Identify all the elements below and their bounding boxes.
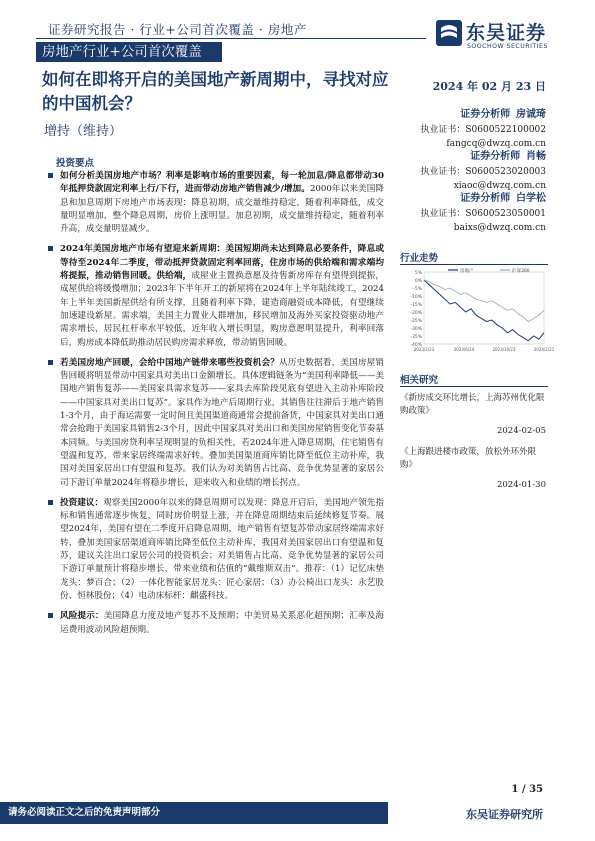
y-tick-label: -15% <box>410 303 422 308</box>
analyst-name: 肖畅 <box>526 151 546 162</box>
y-tick-label: -40% <box>410 343 422 348</box>
analyst-name: 房诚琦 <box>516 109 546 120</box>
x-tick-label: 2023/10/23 <box>492 347 516 352</box>
analyst-cert: 执业证书：S0600523050001 <box>420 208 546 219</box>
related-item-title[interactable]: 《上海跟进楼市政策，放松外环外限购》 <box>400 447 537 470</box>
paragraph-lead: 若美国房地产回暖，会给中国地产链带来哪些投资机会？ <box>60 357 280 368</box>
paragraph <box>48 610 384 637</box>
report-date: 2024 年 02 月 23 日 <box>432 80 546 93</box>
disclaimer-bar: 请务必阅读正文之后的免责声明部分 <box>0 802 388 824</box>
report-title: 如何在即将开启的美国地产新周期中，寻找对应的中国机会？ <box>42 70 389 113</box>
related-item-title[interactable]: 《新房成交环比增长，上海苏州优化限购政策》 <box>400 393 545 416</box>
analyst-cert: 执业证书：S0600522100002 <box>420 124 546 135</box>
plot-frame <box>424 272 544 344</box>
y-tick-label: -20% <box>410 311 422 316</box>
paragraph-lead: 风险提示： <box>60 611 104 622</box>
x-tick-label: 2023/6/24 <box>453 347 475 352</box>
institute-name: 东吴证券研究所 <box>466 808 543 821</box>
related-item-date: 2024-02-05 <box>496 426 546 436</box>
investment-paragraphs <box>48 170 384 637</box>
trend-rule <box>400 264 548 265</box>
breadcrumb: 证券研究报告 · 行业+公司首次覆盖 · 房地产 <box>48 22 307 37</box>
paragraph-text: 观察美国2000年以来的降息周期可以发现：降息开启后，美国地产领先指标和销售通常逐步恢复，同时房价明显上涨，并在降息周期结束后延续修复节奏。展望2024年，美国有望在二季度开启降息周期，地产销售有望复苏带动家居终端需求好转，叠加美国家居渠道商库销比降至低位主动补库，我国对美国家居出口有望温和复苏，建议关注出口家居公司的投资机会；对美销售占比高、竞争优势显著的家居公司下游订单量预计将稳步增长，带来业绩和估值的“戴维斯双击”。推荐：（1）记忆床垫龙头：梦百合；（2）一体化智能家居龙头：匠心家居；（3）办公椅出口龙头：永艺股份、恒林股份；（4）电动床标杆：麒盛科技。 <box>60 497 384 601</box>
series-line <box>424 280 544 341</box>
series-line <box>424 280 544 322</box>
soochow-logo-icon <box>436 20 462 46</box>
analyst-role: 证券分析师 <box>470 151 521 162</box>
analyst-email[interactable]: fangcq@dwzq.com.cn <box>446 139 546 149</box>
paragraph-lead: 2024年美国房地产市场有望迎来新周期：美国短期尚未达到降息必要条件，降息或等待至2024年二季度，带动抵押贷款固定利率回落，住房市场的供给端和需求端均将提振，推动销售回暖。供给端， <box>60 244 384 282</box>
paragraph-text: 成屋业主置换意愿及待售新房库存有望得到提振，成屋供给将缓慢增加；2023年下半年开工的新屋将在2024年上半年陆续竣工，2024年上半年美国新屋供给有所支撑，且随着利率下降，建造商融资成本降低，有望继续加速建设新屋。需求端，美国主力置业人群增加，移民增加及海外买家投资驱动地产需求增长，居民杠杆率水平较低，近年收入增长明显，购房意愿明显提升，利率回落后，购房成本降低助推动居民购房需求释放，带动销售回暖。 <box>60 271 384 348</box>
x-tick-label: 2023/2/23 <box>413 347 435 352</box>
section-trend: 行业走势 <box>400 253 439 264</box>
y-tick-label: -10% <box>410 295 422 300</box>
y-tick-label: 5% <box>414 271 422 276</box>
related-rule <box>400 386 548 387</box>
paragraph-text: 美国降息力度及地产复苏不及预期；中美贸易关系恶化超预期；汇率及海运费用波动风险超预期。 <box>60 611 384 635</box>
analyst-email[interactable]: xiaoc@dwzq.com.cn <box>453 181 546 191</box>
bullet-icon <box>48 246 53 251</box>
legend-label: 沪深300 <box>512 269 530 274</box>
section-investment-points: 投资要点 <box>56 158 95 169</box>
analyst-cert: 执业证书：S0600523020003 <box>420 166 546 177</box>
paragraph-lead: 如何分析美国房地产市场？利率是影响市场的重要因素，每一轮加息/降息都带动30年抵押贷款固定利率上行/下行，进而带动房地产销售减少/增加。 <box>60 171 384 195</box>
analyst-role: 证券分析师 <box>460 193 511 204</box>
x-tick-label: 2024/2/21 <box>533 347 555 352</box>
bullet-icon <box>48 613 53 618</box>
y-tick-label: -35% <box>410 335 422 340</box>
paragraph <box>48 243 384 349</box>
section-related: 相关研究 <box>400 375 439 386</box>
analyst-role: 证券分析师 <box>460 109 511 120</box>
paragraph <box>48 357 384 490</box>
y-tick-label: 0% <box>414 279 422 284</box>
coverage-banner: 房地产行业+公司首次覆盖 <box>36 42 222 62</box>
trend-chart <box>398 266 555 356</box>
bullet-icon <box>48 500 53 505</box>
y-tick-label: -30% <box>410 327 422 332</box>
logo-text-cn: 东吴证券 <box>466 22 547 44</box>
analyst-name: 白学松 <box>516 193 546 204</box>
bullet-icon <box>48 173 53 178</box>
paragraph <box>48 497 384 603</box>
analyst-card <box>386 108 546 152</box>
logo-text-en: SOOCHOW SECURITIES <box>467 43 548 50</box>
y-tick-label: -25% <box>410 319 422 324</box>
analyst-card <box>386 192 546 236</box>
paragraph <box>48 170 384 236</box>
related-item-date: 2024-01-30 <box>496 480 546 490</box>
y-tick-label: -5% <box>413 287 422 292</box>
brand-logo <box>436 18 556 58</box>
paragraph-text: 从历史数据看，美国房屋销售回暖将明显带动中国家具对美出口金额增长。具体逻辑链条为“美国利率降低——美国地产销售复苏——美国家具需求复苏——家具去库阶段见底有望进入主动补库阶段——中国家具对美出口复苏”。家具作为地产后周期行业，其销售往往滞后于地产销售1-3个月，由于海运需要一定时间且美国渠道商通常会提前备货，中国家具对美出口通常会抢跑于美国家具销售2-3个月，因此中国家具对美出口和美国房屋销售变化节奏基本同频。与美国房贷利率呈现明显的负相关性，若2024年进入降息周期，住宅销售有望温和复苏，带来家居终端需求好转。叠加美国渠道商库销比降至低位主动补库，我国对美国家居出口有望温和复苏。我们认为对美销售占比高、竞争优势显著的家居公司下游订单量2024年将稳步增长，迎来收入和业绩的增长拐点。 <box>60 357 384 488</box>
analyst-card <box>386 150 546 194</box>
paragraph-lead: 投资建议： <box>60 497 104 508</box>
paragraph-text: 2000年以来美国降息和加息周期下房地产市场表现：降息初期，成交量维持稳定，随着利率降低，成交量明显增加，整个降息周期，房价上涨明显。加息初期，成交量维持稳定，随着利率升高，成交量明显减少。 <box>60 184 384 235</box>
bullet-icon <box>48 360 53 365</box>
rating-label: 增持（维持） <box>44 124 123 139</box>
page-number: 1 / 35 <box>511 784 543 795</box>
legend-label: 房地产 <box>460 269 474 274</box>
analyst-email[interactable]: baixs@dwzq.com.cn <box>453 223 546 233</box>
header-rule <box>36 38 426 39</box>
